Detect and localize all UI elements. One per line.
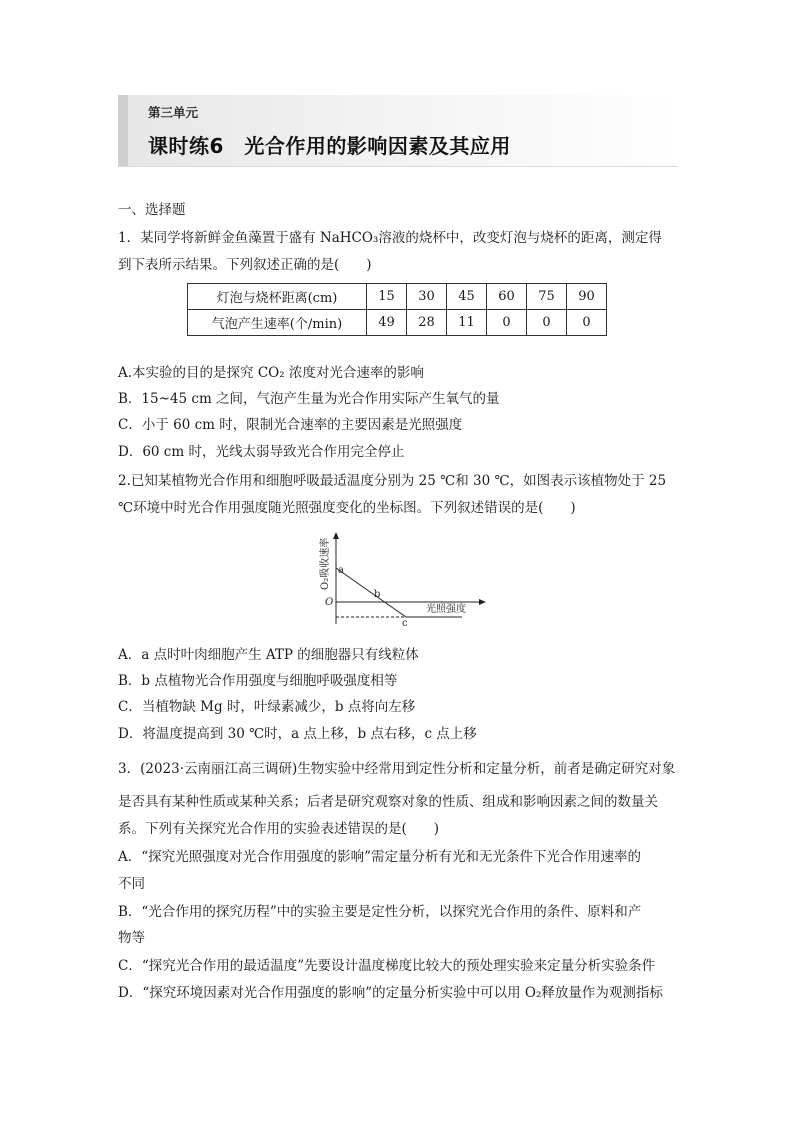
q3-stem-line1: 3．(2023·云南丽江高三调研)生物实验中经常用到定性分析和定量分析，前者是确定研究对象 [118, 761, 676, 777]
table-cell: 11 [447, 310, 487, 336]
table-cell: 0 [487, 310, 527, 336]
table-cell: 0 [527, 310, 567, 336]
table-row [188, 284, 607, 310]
q1-option-c: C．小于 60 cm 时，限制光合速率的主要因素是光照强度 [118, 417, 463, 433]
q1-option-d: D．60 cm 时，光线太弱导致光合作用完全停止 [118, 444, 405, 460]
q3-stem-line3: 系。下列有关探究光合作用的实验表述错误的是( ) [118, 821, 440, 837]
table-cell: 60 [487, 284, 527, 310]
point-a-label: a [338, 565, 344, 576]
q1-option-b: B．15~45 cm 之间，气泡产生量为光合作用实际产生氧气的量 [118, 391, 500, 407]
point-c-label: c [402, 618, 408, 628]
q2-stem-line1: 2.已知某植物光合作用和细胞呼吸最适温度分别为 25 ℃和 30 ℃，如图表示该植物处于 25 [118, 473, 667, 489]
table-row-header-rate: 气泡产生速率(个/min) [188, 310, 367, 336]
q2-graph [310, 528, 490, 628]
table-cell: 30 [407, 284, 447, 310]
unit-label: 第三单元 [148, 105, 199, 120]
q2-stem-line2: ℃环境中时光合作用强度随光照强度变化的坐标图。下列叙述错误的是( ) [118, 500, 576, 516]
x-axis-arrow-icon [479, 599, 486, 605]
q3-option-c: C．“探究光合作用的最适温度”先要设计温度梯度比较大的预处理实验来定量分析实验条件 [118, 958, 656, 974]
q3-option-b-line2: 物等 [118, 930, 145, 946]
q3-option-b-line1: B．“光合作用的探究历程”中的实验主要是定性分析，以探究光合作用的条件、原料和产 [118, 904, 642, 920]
q2-option-d: D．将温度提高到 30 ℃时，a 点上移，b 点右移，c 点上移 [118, 726, 477, 742]
q1-data-table [187, 283, 607, 336]
table-cell: 28 [407, 310, 447, 336]
q2-option-b: B．b 点植物光合作用强度与细胞呼吸强度相等 [118, 673, 398, 689]
table-cell: 49 [367, 310, 407, 336]
table-cell: 45 [447, 284, 487, 310]
table-row [188, 310, 607, 336]
x-axis-label: 光照强度 [426, 604, 466, 615]
q2-option-a: A．a 点时叶肉细胞产生 ATP 的细胞器只有线粒体 [118, 647, 419, 663]
q2-option-c: C．当植物缺 Mg 时，叶绿素减少，b 点将向左移 [118, 699, 416, 715]
q3-stem-line2: 是否具有某种性质或某种关系；后者是研究观察对象的性质、组成和影响因素之间的数量关 [118, 794, 658, 810]
q3-option-a-line2: 不同 [118, 876, 145, 892]
lesson-title: 课时练6 光合作用的影响因素及其应用 [148, 134, 511, 158]
q1-stem-line2: 到下表所示结果。下列叙述正确的是( ) [118, 257, 372, 273]
q3-option-d: D．“探究环境因素对光合作用强度的影响”的定量分析实验中可以用 O₂释放量作为观测指标 [118, 985, 663, 1001]
q1-option-a: A.本实验的目的是探究 CO₂ 浓度对光合速率的影响 [118, 365, 424, 381]
y-axis-arrow-icon [333, 532, 339, 539]
table-row-header-distance: 灯泡与烧杯距离(cm) [188, 284, 367, 310]
q3-option-a-line1: A．“探究光照强度对光合作用强度的影响”需定量分析有光和无光条件下光合作用速率的 [118, 849, 642, 865]
section-title: 一、选择题 [118, 202, 186, 218]
table-cell: 15 [367, 284, 407, 310]
table-cell: 0 [567, 310, 607, 336]
q1-stem-line1: 1．某同学将新鲜金鱼藻置于盛有 NaHCO₃溶液的烧杯中，改变灯泡与烧杯的距离，测定得 [118, 230, 662, 246]
y-axis-label: O₂吸收速率 [320, 537, 331, 590]
table-cell: 90 [567, 284, 607, 310]
header-accent-bar [118, 95, 128, 167]
header-divider [118, 166, 678, 167]
point-b-label: b [374, 589, 381, 600]
table-cell: 75 [527, 284, 567, 310]
origin-label: O [325, 597, 334, 608]
